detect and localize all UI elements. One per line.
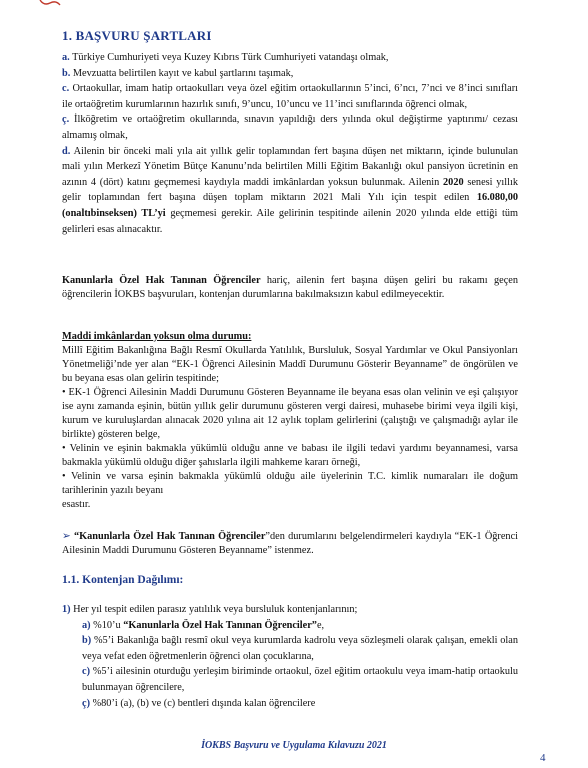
item-label: a): [82, 619, 91, 631]
item-label: b): [82, 635, 92, 647]
item-text: geçmemesi gerekir. Aile gelirinin tespitinde ailenin 2020 yılında elde ettiği tüm gelirleri esas alınacaktır.: [62, 207, 518, 235]
item-text: %5’i Bakanlığa bağlı resmî okul veya kurumlarda kadrolu veya sözleşmeli olarak çalışan, emekli olan veya vefat eden öğretmenlerin öğrenci olan çocuklarına,: [82, 635, 519, 662]
page-number: 4: [540, 752, 546, 764]
quota-item-c: [82, 664, 518, 695]
special-rights-paragraph: [62, 274, 518, 302]
item-label: ç): [82, 697, 90, 709]
item-text: senesi yıllık gelir toplamından fert başına düşen toplam miktarın 2021 Mali Yılı için tespit edilen: [62, 176, 518, 204]
item-label: b.: [62, 67, 71, 79]
requirement-d: [62, 144, 518, 238]
bullet-item-3: [62, 470, 518, 498]
quota-item-a: [82, 618, 518, 634]
financial-status-end: esastır.: [62, 499, 91, 510]
item-label: 1): [62, 604, 71, 615]
arrow-paragraph: [62, 530, 518, 558]
bullet-text: EK-1 Öğrenci Ailesinin Maddi Durumunu Gösteren Beyanname ile beyana esas olan velinin ve eşi çalışıyor ise aynı zamanda eşinin, bütün yıllık gelir durumunu gösteren vergi dairesi, muhasebe birimi veya ilgili kişi, kurum ve kuruluşlardan alınacak 2020 yılına ait 12 aylık toplam gelirlerini (çalıştığı ve çalışmadığı aylar ile birlikte) gösteren belge,: [62, 387, 519, 440]
bullet-item-2: [62, 442, 518, 470]
item-text: İlköğretim ve ortaöğretim okullarında, sınavın yapıldığı ders yılında okul değiştirme yaptırımı/ cezası almamış olmak,: [62, 114, 519, 141]
financial-status-intro: Millî Eğitim Bakanlığına Bağlı Resmî Okullarda Yatılılık, Bursluluk, Sosyal Yardımlar ve Okul Pansiyonları Yönetmeliği’nde yer alan “EK-1 Öğrenci Ailesinin Maddî Durumunu Gösterir Beyanname” de öngörülen ve bu beyana esas olan gelirin tespitinde;: [62, 345, 518, 384]
quota-title: 1.1. Kontenjan Dağılımı:: [62, 574, 184, 586]
item-text: Türkiye Cumhuriyeti veya Kuzey Kıbrıs Türk Cumhuriyeti vatandaşı olmak,: [72, 52, 389, 63]
item-label: ç.: [62, 114, 70, 126]
item-text: %80’i (a), (b) ve (c) bentleri dışında kalan öğrencilere: [92, 697, 316, 709]
financial-status-section: [62, 330, 518, 512]
quota-item-1: [62, 602, 518, 618]
item-text: %5’i ailesinin oturduğu yerleşim biriminde ortaokul, özel eğitim ortaokulu veya imam-hatip ortaokulu bulunmayan öğrencilere,: [82, 666, 518, 693]
item-text: Mevzuatta belirtilen kayıt ve kabul şartlarını taşımak,: [72, 67, 294, 79]
bullet-icon: •: [62, 471, 66, 482]
quota-item-b: [82, 633, 518, 664]
item-bold: “Kanunlarla Özel Hak Tanınan Öğrenciler”: [123, 619, 317, 631]
quota-item-cc: [82, 696, 518, 712]
footer-title: İOKBS Başvuru ve Uygulama Kılavuzu 2021: [201, 740, 387, 751]
bullet-text: Velinin ve eşinin bakmakla yükümlü olduğu anne ve babası ile ilgili tedavi yardımı beyannamesi, varsa bakmakla yükümlü olduğu diğer şahıslarla ilgili mahkeme kararı örneği,: [62, 443, 518, 468]
arrow-text: ”den durumlarını belgelendirmeleri kaydıyla “EK-1 Öğrenci Ailesinin Maddi Durumunu Gösteren Beyanname” istenmez.: [62, 531, 518, 556]
item-text: Ailenin bir önceki mali yıla ait yıllık gelir toplamından fert başına düşen net miktarın, içinde bulunulan mali yılın Merkezî Yönetim Bütçe Kanunu’nda belirtilen Milli Eğitim Bakanlığı okul pansiyon ücretinin en azının 4 (dört) katını geçmemesi kaydıyla maddi imkânlardan yoksun bulunmak. Ailenin: [62, 145, 518, 188]
special-rights-bold: Kanunlarla Özel Hak Tanınan Öğrenciler: [62, 275, 261, 286]
item-text: Ortaokullar, imam hatip ortaokulları veya özel eğitim ortaokullarının 5’inci, 6’ncı, 7’nci ve 8’inci sınıfları ile ortaöğretim kurumlarının hazırlık sınıfı, 9’uncu, 10’uncu ve 11’inci sınıflarında öğrenci olmak,: [62, 83, 519, 110]
item-text: Her yıl tespit edilen parasız yatılılık veya bursluluk kontenjanlarının;: [73, 604, 358, 615]
bullet-item-1: [62, 386, 518, 442]
bullet-icon: •: [62, 443, 66, 454]
requirement-c: [62, 81, 518, 112]
bullet-icon: •: [62, 387, 66, 398]
arrow-icon: ➢: [62, 531, 71, 542]
requirement-cc: [62, 112, 518, 143]
requirement-b: [62, 66, 518, 82]
corner-logo-fragment: [38, 0, 64, 8]
special-rights-text: hariç, ailenin fert başına düşen geliri bu rakamı geçen öğrencilerin İOKBS başvuruları, kontenjan durumlarına bakılmaksızın kabul edilmeyecektir.: [62, 275, 518, 300]
requirements-list: [62, 50, 518, 237]
item-text: e,: [316, 619, 325, 631]
item-text: %10’u: [93, 619, 124, 631]
item-label: c.: [62, 83, 70, 95]
item-label: c): [82, 666, 90, 678]
bullet-text: Velinin ve varsa eşinin bakmakla yükümlü olduğu aile üyelerinin T.C. kimlik numaraları ile doğum tarihlerinin yazılı beyanı: [62, 471, 518, 496]
quota-list: [62, 602, 518, 711]
item-label: a.: [62, 52, 70, 63]
section-title: 1. BAŞVURU ŞARTLARI: [62, 28, 212, 43]
income-year: 2020: [443, 176, 464, 188]
financial-status-title: Maddi imkânlardan yoksun olma durumu:: [62, 331, 252, 342]
arrow-bold: “Kanunlarla Özel Hak Tanınan Öğrenciler: [73, 531, 266, 542]
income-limit: 16.080,00 (onaltıbinseksen) TL’yi: [62, 192, 518, 219]
requirement-a: [62, 50, 518, 66]
item-label: d.: [62, 145, 71, 157]
